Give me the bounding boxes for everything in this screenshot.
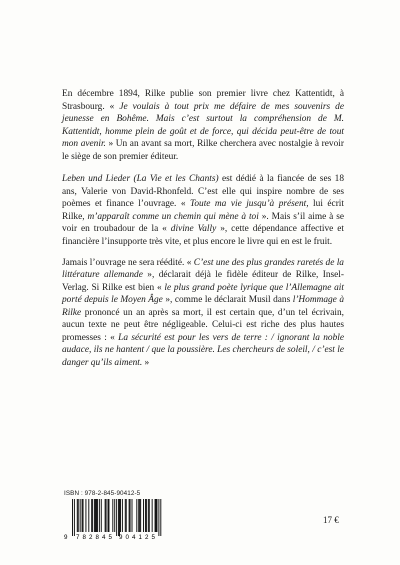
barcode-bar — [80, 499, 81, 532]
barcode-bar — [143, 499, 144, 532]
barcode-bar — [108, 499, 109, 532]
italic-run: La sécurité est pour les vers de terre : / ignorant la noble audace, ils ne hantent / que la poussière. Les chercheurs de soleil, / c’est le danger qu’ils aiment. — [62, 332, 345, 368]
barcode-bar — [114, 499, 115, 532]
text-run: », comme le déclarait Musil dans — [162, 295, 293, 306]
barcode-bar — [72, 499, 73, 536]
text-run: prononcé un an après sa mort, il est certain que, d’un tel écrivain, aucun texte ne peut être négligeable. Celui-ci est riche des plus hautes promesses : « — [62, 307, 344, 343]
text-run: » — [142, 357, 150, 368]
barcode-bar — [112, 499, 113, 532]
barcode-bar — [122, 499, 123, 532]
text-run: », déclarait déjà le fidèle éditeur de Rilke, Insel-Verlag. Si Rilke est bien « — [62, 270, 344, 293]
barcode-bar — [120, 499, 121, 532]
italic-run: Je voulais à tout prix me défaire de mes souvenirs de jeunesse en Bohême. Mais c’est surtout la compréhension de M. Kattentidt, homme plein de goût et de force, qui décida peut-être de tout mon avenir. — [62, 101, 344, 150]
barcode-bar — [130, 499, 131, 532]
isbn-label: ISBN : 978-2-845-90412-5 — [64, 490, 141, 497]
barcode-bar — [132, 499, 133, 532]
barcode-bar — [99, 499, 100, 532]
barcode-bar — [92, 499, 93, 532]
barcode-bar — [91, 499, 92, 532]
barcode-bar — [129, 499, 130, 532]
barcode-bar — [101, 499, 102, 532]
barcode-bar — [126, 499, 127, 532]
text-run: » Un an avant sa mort, Rilke cherchera avec nostalgie à revoir le siège de son premier éditeur. — [62, 139, 344, 162]
barcode-bar — [83, 499, 84, 532]
barcode-bar — [136, 499, 137, 532]
barcode-bar — [125, 499, 126, 532]
italic-run: m’apparaît comme un chemin qui mène à toi — [87, 211, 259, 222]
barcode-bar — [138, 499, 139, 532]
barcode-bar — [118, 499, 119, 536]
barcode-digits-right: 904125 — [119, 534, 155, 540]
italic-run: l’Hommage à Rilke — [62, 295, 345, 318]
text-run: Jamais l’ouvrage ne sera réédité. « — [62, 257, 194, 268]
paragraph — [62, 88, 344, 163]
text-run: En décembre 1894, Rilke publie son premier livre chez Kattentidt, à Strasbourg. — [62, 89, 344, 112]
barcode-bar — [149, 499, 150, 532]
text-run: ». Mais s’il aime à se voir en troubadour de la « — [62, 211, 344, 235]
barcode-bar — [97, 499, 98, 532]
barcode-digit-lead: 9 — [64, 534, 68, 540]
italic-run: Leben und Lieder (La Vie et les Chants) — [62, 174, 219, 185]
barcode-bar — [105, 499, 106, 532]
barcode-bar — [139, 499, 140, 532]
italic-run: C’est une des plus grandes raretés de la littérature allemande — [62, 257, 344, 281]
barcode-bar — [96, 499, 97, 532]
barcode-bar — [78, 499, 79, 532]
barcode-bar — [140, 499, 141, 532]
italic-run: Toute ma vie jusqu’à présent, — [190, 199, 309, 210]
barcode-bar — [74, 499, 75, 536]
barcode-digits-left: 782845 — [76, 534, 112, 540]
barcode-bar — [148, 499, 149, 532]
text-run: est dédié à la fiancée de ses 18 ans, Valerie von David-Rhonfeld. C’est elle qui inspire nombre de ses poèmes et finance l’ouvrage. « — [62, 174, 344, 210]
barcode-bar — [116, 499, 117, 536]
barcode-bar — [145, 499, 146, 532]
barcode-bar — [156, 499, 157, 532]
text-run: », cette dépendance affective et financière l’insupporte très vite, et plus encore le livre qui en est le fruit. — [62, 224, 344, 248]
paragraph — [62, 173, 344, 248]
barcode-bar — [119, 499, 120, 536]
barcode-bar — [77, 499, 78, 532]
barcode-bar — [106, 499, 107, 532]
text-run: lui écrit Rilke, — [62, 199, 344, 222]
italic-run: le plus grand poète lyrique que l’Allemagne ait porté depuis le Moyen Âge — [62, 282, 344, 306]
barcode-bar — [108, 499, 109, 532]
barcode-bar — [88, 499, 89, 532]
italic-run: divine Vally — [170, 224, 217, 235]
barcode-bar — [146, 499, 147, 532]
barcode-bar — [160, 499, 161, 536]
barcode-bar — [156, 499, 157, 532]
barcode-bar — [95, 499, 96, 532]
price: 17 € — [323, 515, 339, 525]
barcode-bar — [155, 499, 156, 532]
paragraph — [62, 257, 344, 370]
barcode — [64, 499, 164, 540]
barcode-bar — [85, 499, 86, 532]
barcode-bar — [82, 499, 83, 532]
back-cover-text — [62, 88, 344, 377]
barcode-bar — [158, 499, 159, 536]
text-run: « — [109, 101, 120, 112]
barcode-bar — [152, 499, 153, 532]
barcode-bar — [94, 499, 95, 532]
